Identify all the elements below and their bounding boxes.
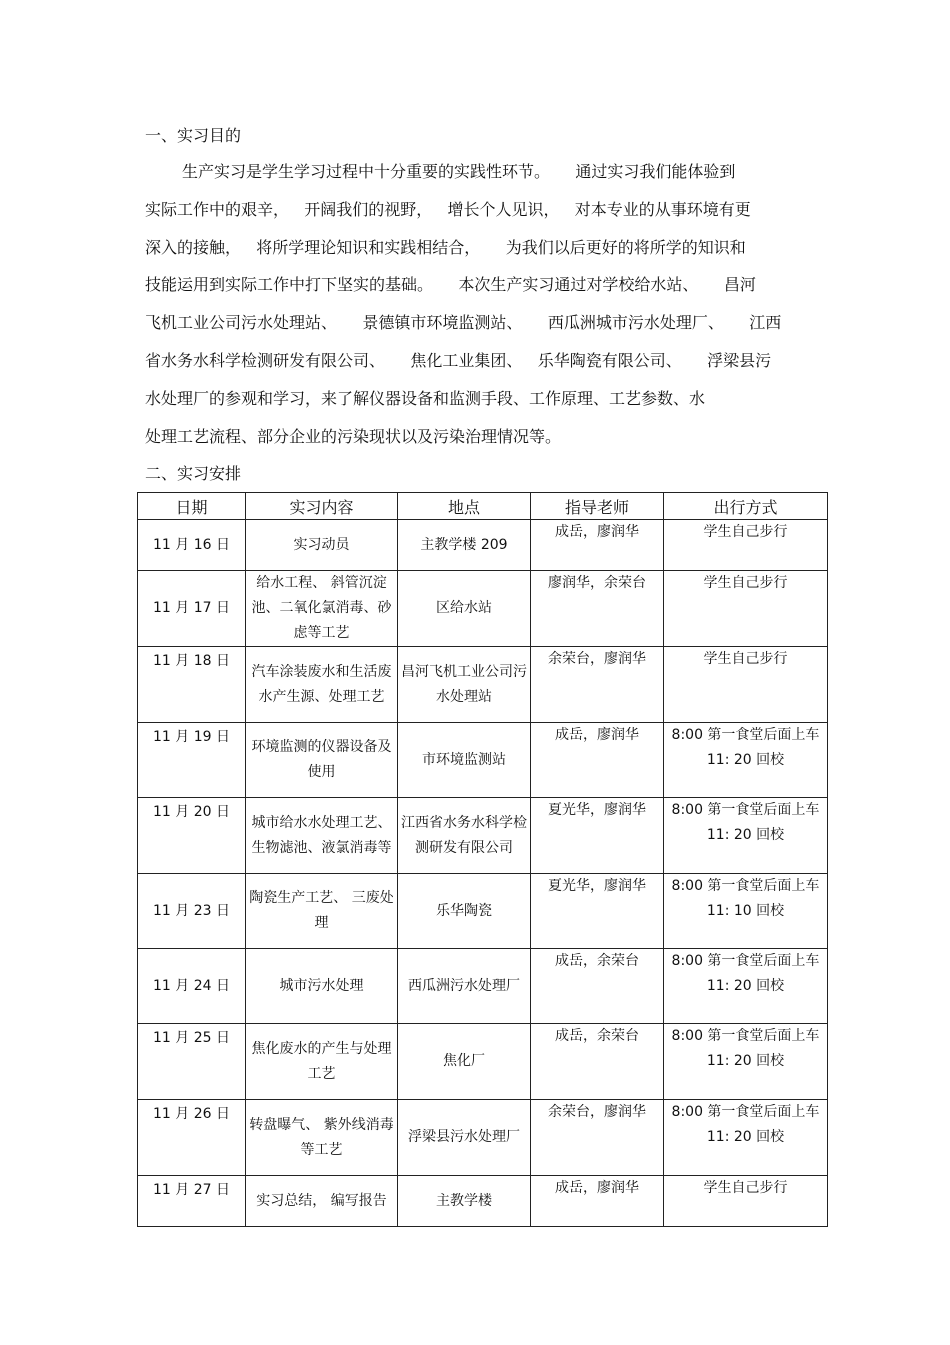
cell-place: 浮梁县污水处理厂 [398, 1100, 531, 1176]
header-date: 日期 [138, 493, 246, 520]
table-row [138, 647, 828, 723]
cell-place: 昌河飞机工业公司污水处理站 [398, 647, 531, 723]
cell-place: 市环境监测站 [398, 723, 531, 798]
cell-teacher: 夏光华，廖润华 [531, 798, 664, 874]
cell-teacher: 余荣台，廖润华 [531, 647, 664, 723]
cell-date: 11 月 25 日 [138, 1024, 246, 1100]
header-place: 地点 [398, 493, 531, 520]
cell-date: 11 月 16 日 [138, 520, 246, 571]
cell-teacher: 廖润华，余荣台 [531, 571, 664, 647]
table-row [138, 949, 828, 1024]
cell-travel: 学生自己步行 [664, 520, 828, 571]
cell-date: 11 月 24 日 [138, 949, 246, 1024]
paragraph-line: 实际工作中的艰辛， 开阔我们的视野， 增长个人见识， 对本专业的从事环境有更 [145, 199, 751, 219]
cell-content: 陶瓷生产工艺、 三废处理 [246, 874, 398, 949]
cell-date: 11 月 20 日 [138, 798, 246, 874]
cell-date: 11 月 23 日 [138, 874, 246, 949]
cell-travel: 学生自己步行 [664, 571, 828, 647]
cell-teacher: 成岳，廖润华 [531, 1176, 664, 1227]
table-header-row [138, 493, 828, 520]
cell-place: 主教学楼 [398, 1176, 531, 1227]
cell-place: 西瓜洲污水处理厂 [398, 949, 531, 1024]
cell-content: 给水工程、 斜管沉淀池、二氧化氯消毒、砂虑等工艺 [246, 571, 398, 647]
table-row [138, 723, 828, 798]
cell-travel: 8:00 第一食堂后面上车 11: 20 回校 [664, 798, 828, 874]
table-row [138, 1176, 828, 1227]
cell-content: 城市污水处理 [246, 949, 398, 1024]
section-1-heading: 一、实习目的 [145, 126, 242, 145]
cell-teacher: 成岳，廖润华 [531, 520, 664, 571]
cell-content: 环境监测的仪器设备及使用 [246, 723, 398, 798]
table-row [138, 520, 828, 571]
cell-content: 转盘曝气、 紫外线消毒等工艺 [246, 1100, 398, 1176]
table-row [138, 1024, 828, 1100]
cell-date: 11 月 19 日 [138, 723, 246, 798]
cell-date: 11 月 17 日 [138, 571, 246, 647]
cell-content: 实习总结， 编写报告 [246, 1176, 398, 1227]
cell-content: 焦化废水的产生与处理工艺 [246, 1024, 398, 1100]
cell-travel: 学生自己步行 [664, 1176, 828, 1227]
section-2-heading: 二、实习安排 [145, 464, 242, 483]
cell-date: 11 月 26 日 [138, 1100, 246, 1176]
cell-travel: 8:00 第一食堂后面上车 11: 20 回校 [664, 1100, 828, 1176]
header-teacher: 指导老师 [531, 493, 664, 520]
cell-place: 江西省水务水科学检测研发有限公司 [398, 798, 531, 874]
cell-content: 实习动员 [246, 520, 398, 571]
cell-teacher: 成岳，余荣台 [531, 1024, 664, 1100]
cell-place: 主教学楼 209 [398, 520, 531, 571]
table-row [138, 798, 828, 874]
cell-travel: 8:00 第一食堂后面上车 11: 20 回校 [664, 723, 828, 798]
cell-place: 焦化厂 [398, 1024, 531, 1100]
paragraph-line: 生产实习是学生学习过程中十分重要的实践性环节。 通过实习我们能体验到 [182, 162, 736, 181]
cell-date: 11 月 18 日 [138, 647, 246, 723]
cell-place: 区给水站 [398, 571, 531, 647]
table-row [138, 874, 828, 949]
cell-teacher: 夏光华，廖润华 [531, 874, 664, 949]
cell-travel: 8:00 第一食堂后面上车 11: 20 回校 [664, 949, 828, 1024]
cell-content: 城市给水水处理工艺、生物滤池、液氯消毒等 [246, 798, 398, 874]
header-content: 实习内容 [246, 493, 398, 520]
cell-date: 11 月 27 日 [138, 1176, 246, 1227]
header-travel: 出行方式 [664, 493, 828, 520]
paragraph-line: 水处理厂的参观和学习，来了解仪器设备和监测手段、工作原理、工艺参数、水 [145, 388, 706, 408]
cell-travel: 8:00 第一食堂后面上车 11: 20 回校 [664, 1024, 828, 1100]
table-row [138, 1100, 828, 1176]
cell-teacher: 成岳，廖润华 [531, 723, 664, 798]
cell-place: 乐华陶瓷 [398, 874, 531, 949]
cell-teacher: 余荣台，廖润华 [531, 1100, 664, 1176]
paragraph-line: 省水务水科学检测研发有限公司、 焦化工业集团、 乐华陶瓷有限公司、 浮梁县污 [145, 350, 772, 370]
schedule-table [137, 492, 828, 1227]
purpose-paragraph [145, 160, 810, 462]
cell-travel: 学生自己步行 [664, 647, 828, 723]
cell-content: 汽车涂装废水和生活废水产生源、处理工艺 [246, 647, 398, 723]
paragraph-line: 技能运用到实际工作中打下坚实的基础。 本次生产实习通过对学校给水站、 昌河 [145, 275, 756, 295]
paragraph-line: 飞机工业公司污水处理站、 景德镇市环境监测站、 西瓜洲城市污水处理厂、 江西 [145, 313, 782, 333]
cell-teacher: 成岳，余荣台 [531, 949, 664, 1024]
cell-travel: 8:00 第一食堂后面上车 11: 10 回校 [664, 874, 828, 949]
table-row [138, 571, 828, 647]
paragraph-line: 处理工艺流程、部分企业的污染现状以及污染治理情况等。 [145, 426, 562, 446]
paragraph-line: 深入的接触， 将所学理论知识和实践相结合， 为我们以后更好的将所学的知识和 [145, 237, 746, 257]
